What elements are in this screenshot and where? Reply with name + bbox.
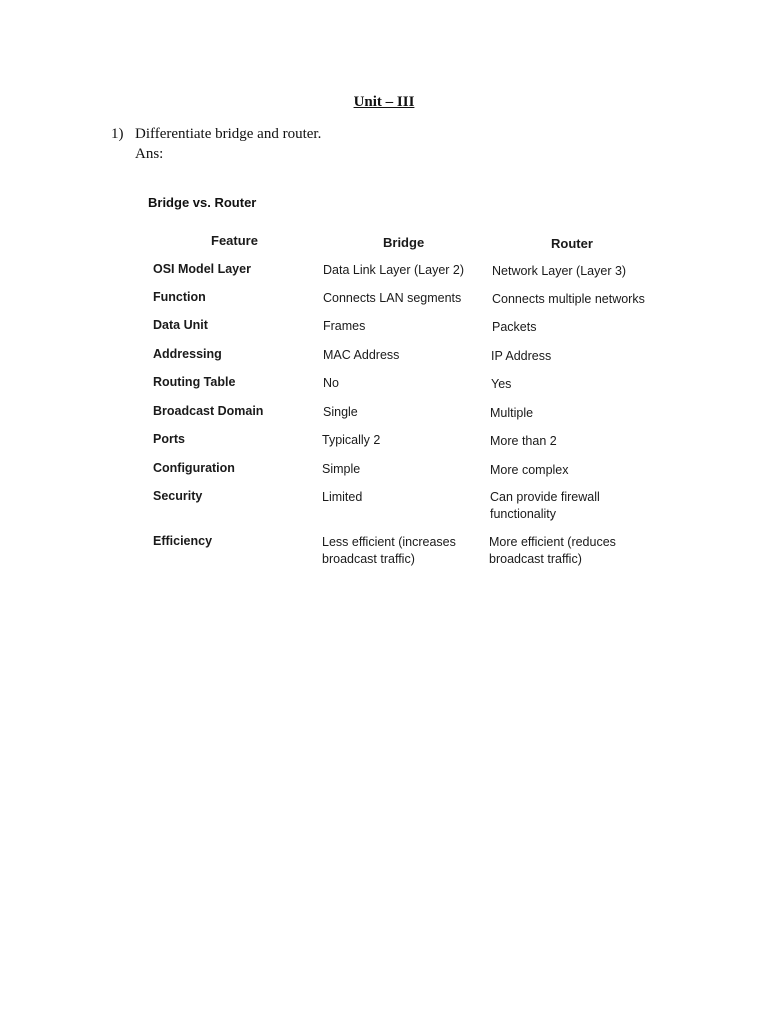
feature-cell: Broadcast Domain: [153, 404, 264, 418]
question-number: 1): [111, 126, 124, 142]
router-cell: IP Address: [491, 349, 552, 363]
feature-cell: Efficiency: [153, 534, 213, 548]
question-text: Differentiate bridge and router.: [135, 126, 322, 142]
table-title: Bridge vs. Router: [148, 195, 257, 210]
bridge-cell: Connects LAN segments: [323, 291, 462, 305]
bridge-cell: Single: [323, 405, 358, 419]
header-feature: Feature: [211, 233, 258, 248]
answer-label: Ans:: [135, 146, 164, 162]
router-cell: Packets: [492, 320, 537, 334]
bridge-cell: MAC Address: [323, 348, 400, 362]
bridge-cell: Less efficient (increases broadcast traffic): [322, 535, 456, 566]
feature-cell: Security: [153, 489, 203, 503]
feature-cell: Ports: [153, 432, 185, 446]
bridge-cell: Simple: [322, 462, 361, 476]
router-cell: More complex: [490, 463, 569, 477]
feature-cell: Function: [153, 290, 206, 304]
feature-cell: OSI Model Layer: [153, 262, 251, 276]
router-cell: More efficient (reduces broadcast traffic): [489, 535, 616, 566]
bridge-cell: Data Link Layer (Layer 2): [323, 263, 465, 277]
header-router: Router: [551, 236, 593, 251]
bridge-cell: Limited: [322, 490, 363, 504]
bridge-cell: No: [323, 376, 339, 390]
feature-cell: Routing Table: [153, 375, 236, 389]
header-bridge: Bridge: [383, 235, 425, 250]
bridge-cell: Frames: [323, 319, 366, 333]
router-cell: Network Layer (Layer 3): [492, 264, 627, 278]
router-cell: Yes: [491, 377, 512, 391]
feature-cell: Configuration: [153, 461, 235, 475]
feature-cell: Data Unit: [153, 318, 208, 332]
router-cell: Multiple: [490, 406, 534, 420]
router-cell: Can provide firewall functionality: [490, 490, 600, 521]
bridge-cell: Typically 2: [322, 433, 381, 447]
router-cell: Connects multiple networks: [492, 292, 645, 306]
router-cell: More than 2: [490, 434, 557, 448]
feature-cell: Addressing: [153, 347, 222, 361]
unit-title: Unit – III: [353, 94, 415, 110]
